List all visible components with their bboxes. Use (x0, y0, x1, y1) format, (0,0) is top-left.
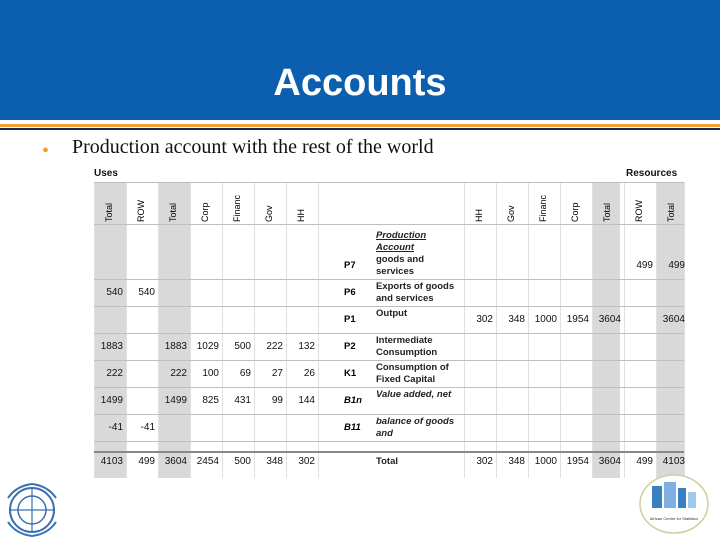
uses-cell: 99 (271, 395, 283, 406)
resources-cell (496, 360, 528, 387)
column-header-uses: Financ (232, 194, 242, 222)
uses-cell (126, 360, 158, 387)
uses-cell (254, 252, 286, 279)
resources-cell (464, 360, 496, 387)
uses-cell: 540 (106, 287, 123, 298)
resources-cell (624, 414, 656, 441)
resources-cell (592, 360, 624, 387)
total-resources-cell: 4103 (662, 456, 685, 467)
uses-cell (190, 306, 222, 333)
resources-cell (624, 279, 656, 306)
resources-cell: 3604 (662, 314, 685, 325)
uses-cell: 1883 (100, 341, 123, 352)
acs-emblem-icon (638, 474, 710, 536)
uses-cell: 1499 (100, 395, 123, 406)
bullet-text: Production account with the rest of the world (72, 136, 434, 158)
resources-cell: 302 (476, 314, 493, 325)
resources-cell (656, 414, 688, 441)
column-header-resources: ROW (634, 200, 644, 222)
total-resources-cell: 3604 (598, 456, 621, 467)
uses-cell: -41 (108, 422, 123, 433)
uses-cell (286, 252, 318, 279)
resources-cell (560, 279, 592, 306)
transaction-description: Exports of goods and services (376, 281, 455, 304)
total-uses-cell: 348 (266, 456, 283, 467)
total-uses-cell: 499 (138, 456, 155, 467)
resources-cell (560, 252, 592, 279)
total-resources-cell: 302 (476, 456, 493, 467)
acs-caption: African Centre for Statistics (649, 516, 699, 521)
dark-rule (0, 128, 720, 130)
uses-cell (222, 306, 254, 333)
total-resources-cell: 499 (636, 456, 653, 467)
header-rule (94, 182, 684, 183)
resources-cell (528, 333, 560, 360)
uses-cell (254, 279, 286, 306)
column-header-resources: Gov (506, 205, 516, 222)
uses-cell: 132 (298, 341, 315, 352)
un-emblem-icon (2, 482, 62, 538)
resources-cell (528, 360, 560, 387)
resources-cell (624, 306, 656, 333)
uses-cell (286, 414, 318, 441)
resources-cell: 499 (668, 260, 685, 271)
total-resources-cell: 1000 (534, 456, 557, 467)
resources-cell (496, 279, 528, 306)
transaction-code: P6 (344, 287, 356, 298)
resources-cell (592, 333, 624, 360)
transaction-code: K1 (344, 368, 357, 379)
uses-cell: 1029 (196, 341, 219, 352)
total-label: Total (376, 456, 398, 467)
resources-cell (560, 360, 592, 387)
resources-cell (624, 333, 656, 360)
uses-cell: 222 (266, 341, 283, 352)
resources-cell (528, 279, 560, 306)
account-title: Production Account (376, 230, 427, 253)
uses-cell (190, 414, 222, 441)
resources-cell (624, 360, 656, 387)
resources-label: Resources (626, 168, 678, 179)
column-header-uses: Total (104, 202, 114, 222)
resources-cell: 3604 (598, 314, 621, 325)
row-rule (94, 441, 684, 442)
uses-cell: 144 (298, 395, 315, 406)
bullet-icon: • (42, 140, 50, 162)
slide-title: Accounts (273, 62, 447, 104)
resources-cell (592, 279, 624, 306)
transaction-code: B1n (344, 395, 362, 406)
uses-cell (94, 306, 126, 333)
resources-cell (496, 414, 528, 441)
resources-cell (464, 333, 496, 360)
transaction-code: P7 (344, 260, 356, 271)
column-header-resources: HH (474, 209, 484, 222)
column-header-uses: Corp (200, 202, 210, 222)
resources-cell (560, 414, 592, 441)
resources-cell (624, 387, 656, 414)
uses-cell: 222 (106, 368, 123, 379)
resources-cell (592, 252, 624, 279)
resources-cell (464, 279, 496, 306)
uses-cell: 540 (138, 287, 155, 298)
uses-cell (94, 252, 126, 279)
resources-cell (656, 360, 688, 387)
uses-cell (126, 306, 158, 333)
resources-cell (496, 333, 528, 360)
uses-label: Uses (94, 168, 118, 179)
uses-cell (126, 387, 158, 414)
title-bar (0, 0, 720, 120)
column-header-uses: HH (296, 209, 306, 222)
resources-cell: 1000 (534, 314, 557, 325)
uses-cell (222, 279, 254, 306)
header-rule (94, 224, 684, 225)
uses-cell (286, 279, 318, 306)
column-header-uses: Gov (264, 205, 274, 222)
resources-cell (592, 414, 624, 441)
uses-cell: 69 (239, 368, 251, 379)
resources-cell (656, 333, 688, 360)
resources-cell (528, 414, 560, 441)
column-header-uses: ROW (136, 200, 146, 222)
resources-cell (560, 333, 592, 360)
total-uses-cell: 3604 (164, 456, 187, 467)
total-uses-cell: 500 (234, 456, 251, 467)
total-resources-cell: 348 (508, 456, 525, 467)
production-account-table (94, 168, 684, 470)
transaction-description: balance of goods and (376, 416, 455, 439)
transaction-description: Value added, net (376, 389, 452, 400)
resources-cell (656, 387, 688, 414)
uses-cell: 500 (234, 341, 251, 352)
uses-cell: 222 (170, 368, 187, 379)
total-uses-cell: 302 (298, 456, 315, 467)
uses-cell (222, 414, 254, 441)
resources-cell (496, 252, 528, 279)
resources-cell: 499 (636, 260, 653, 271)
resources-cell: 348 (508, 314, 525, 325)
resources-cell: 1954 (566, 314, 589, 325)
column-header-uses: Total (168, 202, 178, 222)
acs-logo (638, 474, 710, 536)
uses-cell: 100 (202, 368, 219, 379)
resources-cell (560, 387, 592, 414)
uses-cell (222, 252, 254, 279)
resources-cell (496, 387, 528, 414)
transaction-description: goods and services (376, 254, 425, 277)
resources-cell (464, 252, 496, 279)
transaction-description: Output (376, 308, 408, 319)
uses-cell (286, 306, 318, 333)
orange-rule (0, 124, 720, 127)
uses-cell: 27 (271, 368, 283, 379)
transaction-description: Consumption of Fixed Capital (376, 362, 449, 385)
resources-cell (528, 252, 560, 279)
column-divider (318, 182, 319, 478)
total-uses-cell: 4103 (100, 456, 123, 467)
uses-cell (158, 279, 190, 306)
transaction-code: B11 (344, 422, 361, 433)
uses-cell (158, 414, 190, 441)
resources-cell (464, 414, 496, 441)
column-header-resources: Financ (538, 194, 548, 222)
uses-cell (158, 306, 190, 333)
uses-cell (158, 252, 190, 279)
transaction-code: P1 (344, 314, 356, 325)
resources-cell (656, 279, 688, 306)
resources-cell (464, 387, 496, 414)
uses-cell: 26 (303, 368, 315, 379)
uses-cell: 1883 (164, 341, 187, 352)
uses-cell: 431 (234, 395, 251, 406)
uses-cell: 1499 (164, 395, 187, 406)
uses-cell (254, 414, 286, 441)
resources-cell (592, 387, 624, 414)
resources-cell (528, 387, 560, 414)
uses-cell (126, 333, 158, 360)
column-header-resources: Corp (570, 202, 580, 222)
column-header-resources: Total (666, 202, 676, 222)
transaction-code: P2 (344, 341, 356, 352)
uses-cell: 825 (202, 395, 219, 406)
uses-cell: -41 (140, 422, 155, 433)
column-header-resources: Total (602, 202, 612, 222)
uses-cell (190, 252, 222, 279)
uses-cell (190, 279, 222, 306)
total-uses-cell: 2454 (196, 456, 219, 467)
total-resources-cell: 1954 (566, 456, 589, 467)
uses-cell (254, 306, 286, 333)
transaction-description: Intermediate Consumption (376, 335, 438, 358)
uses-cell (126, 252, 158, 279)
